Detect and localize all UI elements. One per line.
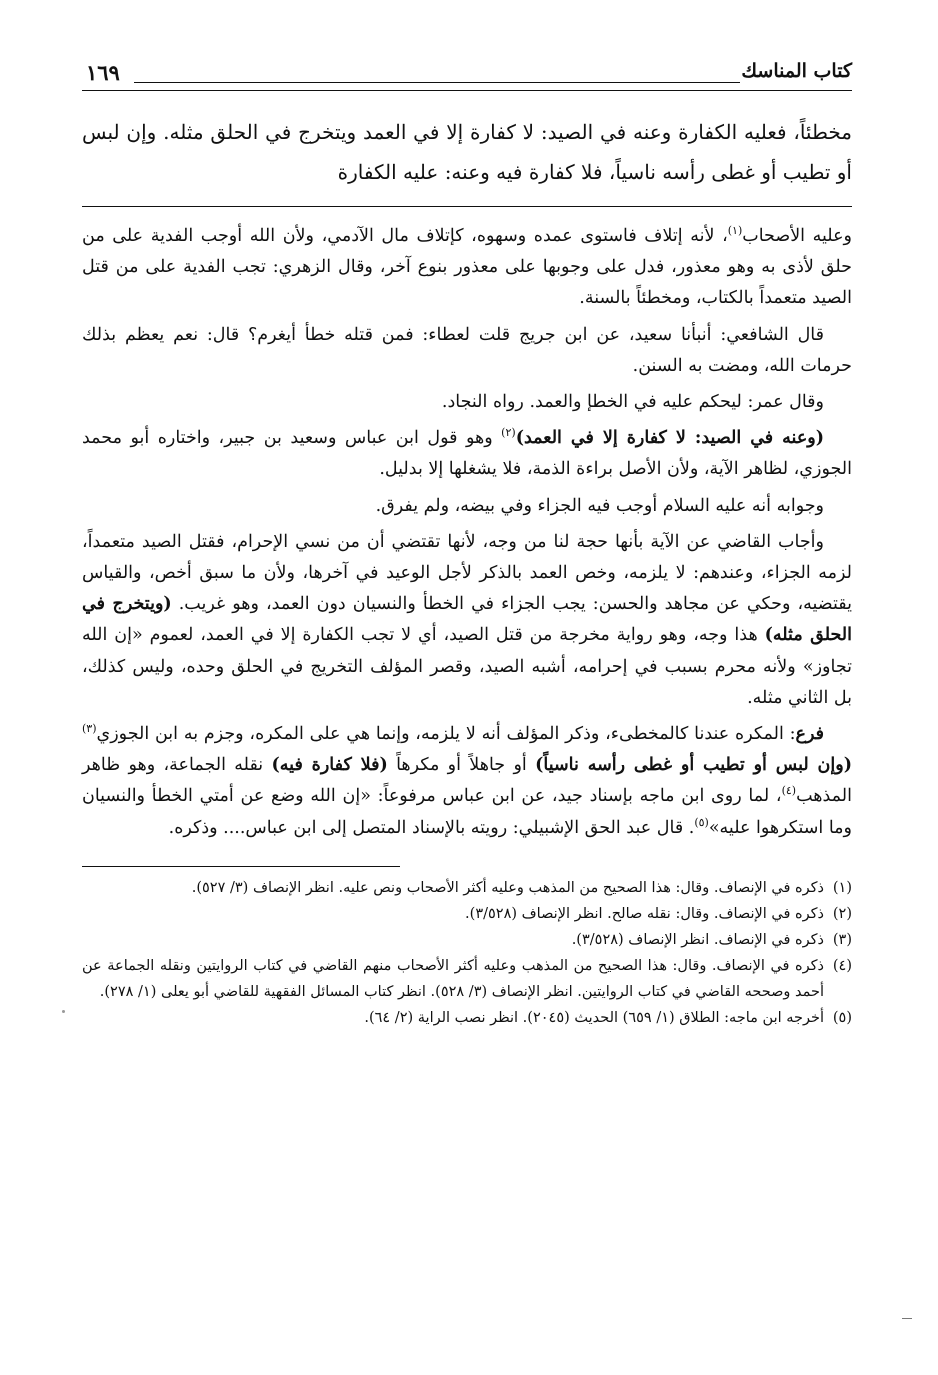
- footnote-ref-5: (٥): [694, 815, 709, 829]
- quoted-matn: لا كفارة إلا في العمد): [515, 428, 686, 449]
- quoted-matn: (ويتخرج في الحلق مثله): [82, 594, 852, 646]
- footnote-text: ذكره في الإنصاف. وقال: نقله صالح. انظر الإنصاف (٣/٥٢٨).: [465, 905, 824, 922]
- footnote-text: ذكره في الإنصاف. انظر الإنصاف (٣/٥٢٨).: [571, 931, 824, 948]
- footnote-number: (٣): [832, 931, 852, 948]
- text-run: وأجاب القاضي عن الآية بأنها حجة لنا من وجه، لأنها تقتضي أن من نسي الإحرام، فقتل الصيد متعمداً، لزمه الجزاء، وعندهم: لا يلزمه، وخص العمد بالذكر لأجل الوعيد في آخرها، ولأن ما سبق أخص، والقياس يقتضيه، وحكي عن مجاهد والحسن: يجب الجزاء في الخطأ والنسيان دون العمد، وهو غريب.: [82, 531, 852, 615]
- book-page: [82, 52, 852, 1031]
- text-run: . قال عبد الحق الإشبيلي: رويته بالإسناد المتصل إلى ابن عباس.... وذكره.: [168, 817, 695, 838]
- text-run: ، لما روى ابن ماجه بإسناد جيد، عن ابن عباس مرفوعاً: «إن الله وضع عن أمتي الخطأ والنسيان وما استكرهوا عليه»: [82, 786, 852, 838]
- footnote-number: (١): [832, 879, 852, 896]
- footnote-number: (٥): [832, 1009, 852, 1026]
- page-number: ١٦٩: [86, 60, 120, 85]
- commentary: [82, 221, 852, 844]
- far-label: فرع: [795, 724, 824, 745]
- footnote-ref-3: (٣): [82, 722, 97, 736]
- scan-speck: [62, 1010, 65, 1013]
- footnote-ref-4: (٤): [781, 784, 797, 798]
- text-run: وعليه الأصحاب: [742, 226, 852, 246]
- text-run: هذا وجه، وهو رواية مخرجة من قتل الصيد، أي لا تجب الكفارة إلا في العمد، لعموم «إن الله تجاوز» ولأنه محرم بسبب في إحرامه، أشبه الصيد، وقصر المؤلف التخريج في الحلق وحده، وليس كذلك، بل الثاني مثله.: [82, 625, 852, 708]
- commentary-paragraph-3: وقال عمر: ليحكم عليه في الخطإ والعمد. رواه النجاد.: [441, 392, 824, 413]
- commentary-paragraph-2: قال الشافعي: أنبأنا سعيد، عن ابن جريج قلت لعطاء: فمن قتله خطأ أيغرم؟ قال: نعم يعظم بذلك حرمات الله، ومضت به السنن.: [82, 324, 852, 376]
- commentary-paragraph-1: [82, 221, 852, 315]
- footnote-number: (٤): [832, 957, 852, 974]
- quoted-matn: (وإن لبس أو تطيب أو غطى رأسه ناسياً): [535, 755, 852, 776]
- footnote-text: أخرجه ابن ماجه: الطلاق (١/ ٦٥٩) الحديث (٢٠٤٥). انظر نصب الراية (٢/ ٦٤).: [364, 1009, 824, 1026]
- footnote-ref-2: (٢): [501, 426, 516, 440]
- text-run: نقله الجماعة، وهو ظاهر المذهب: [82, 755, 852, 807]
- quoted-matn: (فلا كفارة فيه): [271, 755, 388, 776]
- main-text: [82, 112, 852, 192]
- text-run: وهو قول ابن عباس وسعيد بن جبير، واختاره أبو محمد الجوزي، لظاهر الآية، ولأن الأصل براءة الذمة، فلا يشغلها إلا بدليل.: [82, 428, 852, 480]
- commentary-paragraph-4: [82, 423, 852, 485]
- footnote-text: ذكره في الإنصاف. وقال: هذا الصحيح من المذهب وعليه أكثر الأصحاب ونص عليه. انظر الإنصاف (٣/ ٥٢٧).: [191, 879, 824, 896]
- footnote: [82, 953, 852, 1005]
- header-rule: [134, 82, 740, 83]
- commentary-paragraph-7: [82, 719, 852, 844]
- footnote: [82, 927, 852, 953]
- running-header: [82, 52, 852, 94]
- footnote: [82, 1005, 852, 1031]
- header-underline: [82, 90, 852, 91]
- footnote-number: (٢): [832, 905, 852, 922]
- main-text-paragraph: مخطئاً، فعليه الكفارة وعنه في الصيد: لا كفارة إلا في العمد ويتخرج في الحلق مثله. وإن لبس أو تطيب أو غطى رأسه ناسياً، فلا كفارة فيه وعنه: عليه الكفارة: [82, 120, 852, 184]
- scan-mark: [902, 1318, 912, 1319]
- footnotes: [82, 875, 852, 1031]
- footnote: [82, 901, 852, 927]
- text-run: : المكره عندنا كالمخطىء، وذكر المؤلف أنه لا يلزمه، وإنما هي على المكره، وجزم به ابن الجوزي: [96, 724, 796, 745]
- book-title: كتاب المناسك: [741, 60, 852, 82]
- footnote-ref-1: (١): [727, 224, 743, 238]
- main-text-separator: [82, 206, 852, 207]
- commentary-paragraph-6: [82, 527, 852, 714]
- footnote-separator: [82, 866, 400, 867]
- quoted-matn: (وعنه في الصيد:: [685, 428, 824, 449]
- text-run: ، لأنه إتلاف فاستوى عمده وسهوه، كإتلاف مال الآدمي، ولأن الله أوجب الفدية على من حلق لأذى به وهو معذور، فدل على وجوبها على معذور بنوع آخر، وقال الزهري: تجب الفدية على من قتل الصيد متعمداً بالكتاب، ومخطئاً بالسنة.: [82, 226, 852, 309]
- commentary-paragraph-5: وجوابه أنه عليه السلام أوجب فيه الجزاء وفي بيضه، ولم يفرق.: [375, 495, 824, 516]
- footnote-text: ذكره في الإنصاف. وقال: هذا الصحيح من المذهب وعليه أكثر الأصحاب منهم القاضي في كتاب الروايتين ونقله الجماعة عن أحمد وصححه القاضي في كتاب الروايتين. انظر الإنصاف (٣/ ٥٢٨). انظر كتاب المسائل الفقهية للقاضي أبو يعلى (١/ ٢٧٨).: [82, 957, 824, 1000]
- text-run: أو جاهلاً أو مكرهاً: [387, 755, 536, 776]
- footnote: [82, 875, 852, 901]
